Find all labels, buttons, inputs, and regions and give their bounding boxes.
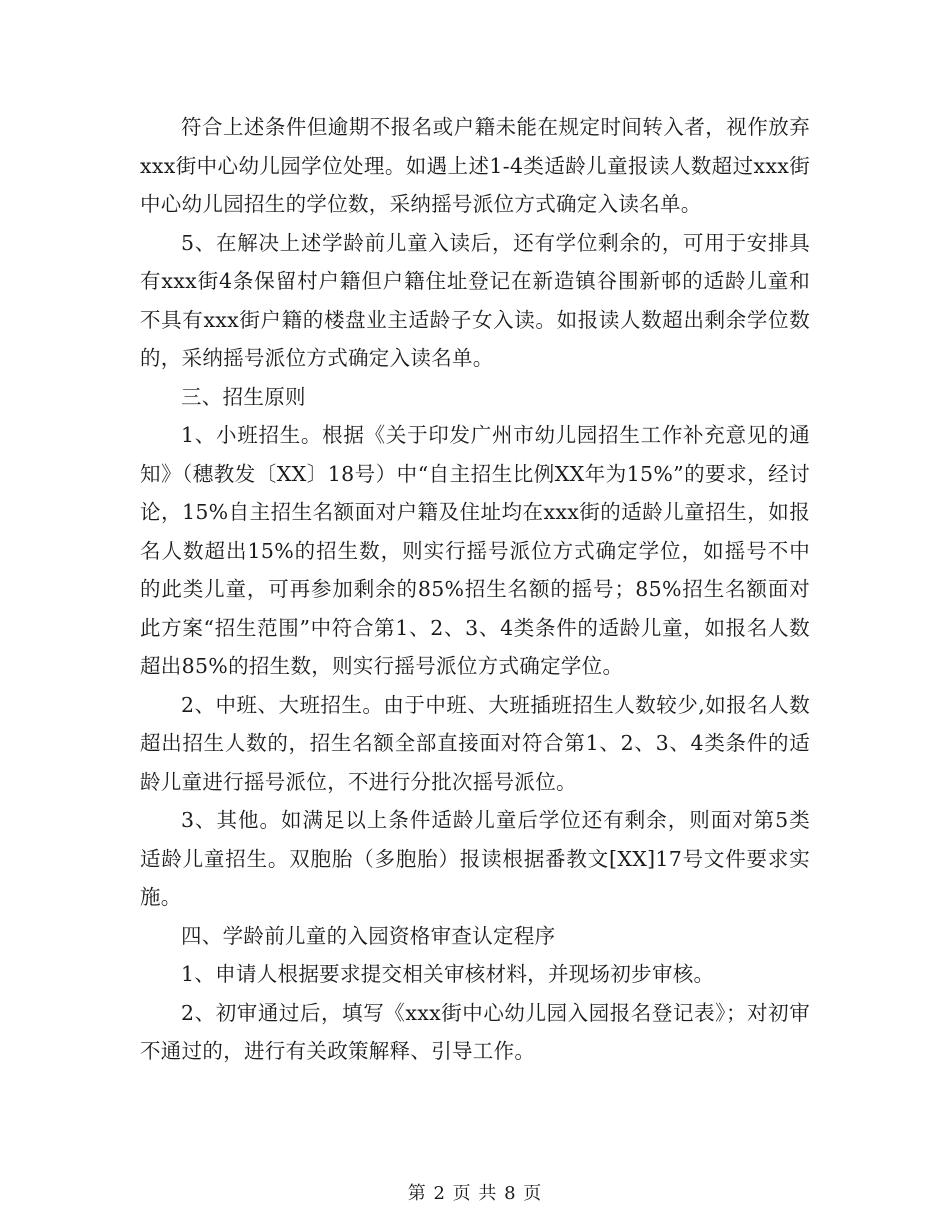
paragraph-9: 2、初审通过后，填写《xxx街中心幼儿园入园报名登记表》；对初审不通过的，进行有关政策解释、引导工作。 xyxy=(140,1000,810,1063)
paragraph-5: 2、中班、大班招生。由于中班、大班插班招生人数较少,如报名人数超出招生人数的，招生名额全部直接面对符合第1、2、3、4类条件的适龄儿童进行摇号派位，不进行分批次摇号派位。 xyxy=(140,692,810,794)
section-heading-3: 三、招生原则 xyxy=(181,384,306,409)
page-number: 第 2 页 共 8 页 xyxy=(407,1183,543,1204)
paragraph-6: 3、其他。如满足以上条件适龄儿童后学位还有剩余，则面对第5类适龄儿童招生。双胞胎（多胞胎）报读根据番教文[XX]17号文件要求实施。 xyxy=(140,808,810,909)
section-heading-4: 四、学龄前儿童的入园资格审查认定程序 xyxy=(181,923,556,948)
document-body xyxy=(140,108,810,1071)
paragraph-8: 1、申请人根据要求提交相关审核材料，并现场初步审核。 xyxy=(181,962,715,986)
paragraph-1: 符合上述条件但逾期不报名或户籍未能在规定时间转入者，视作放弃xxx街中心幼儿园学位处理。如遇上述1-4类适龄儿童报读人数超过xxx街中心幼儿园招生的学位数，采纳摇号派位方式确定入读名单。 xyxy=(140,115,810,216)
paragraph-2: 5、在解决上述学龄前儿童入读后，还有学位剩余的，可用于安排具有xxx街4条保留村户籍但户籍住址登记在新造镇谷围新邨的适龄儿童和不具有xxx街户籍的楼盘业主适龄子女入读。如报读人数超出剩余学位数的，采纳摇号派位方式确定入读名单。 xyxy=(140,230,810,370)
paragraph-4: 1、小班招生。根据《关于印发广州市幼儿园招生工作补充意见的通知》（穗教发〔XX〕18号）中“自主招生比例XX年为15%”的要求，经讨论，15%自主招生名额面对户籍及住址均在xxx街的适龄儿童招生，如报名人数超出15%的招生数，则实行摇号派位方式确定学位，如摇号不中的此类儿童，可再参加剩余的85%招生名额的摇号；85%招生名额面对此方案“招生范围”中符合第1、2、3、4类条件的适龄儿童，如报名人数超出85%的招生数，则实行摇号派位方式确定学位。 xyxy=(140,423,810,678)
page-footer xyxy=(0,1182,950,1206)
